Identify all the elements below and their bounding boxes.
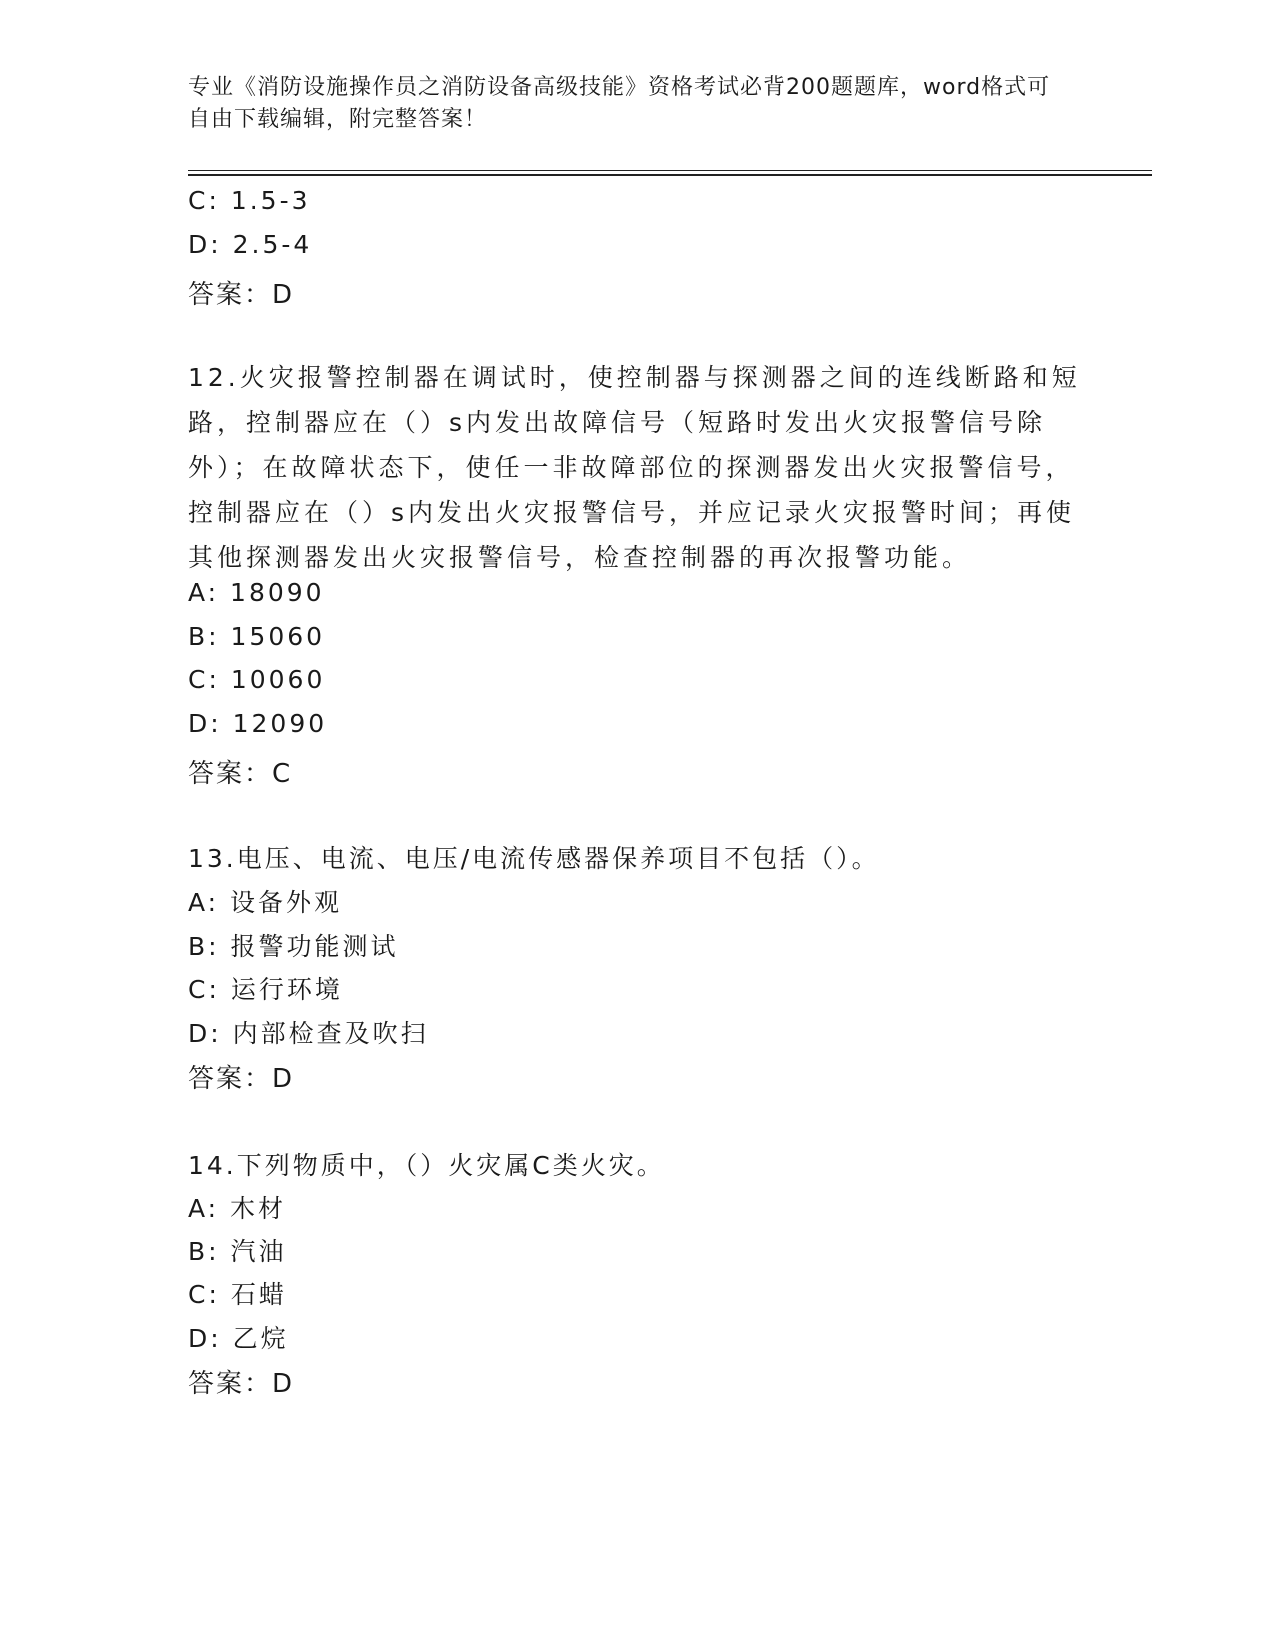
q14-option-d: D: 乙烷	[188, 1324, 289, 1353]
q14-option-a: A: 木材	[188, 1194, 287, 1223]
q12-option-a: A: 18090	[188, 578, 325, 607]
header-divider-thick	[188, 174, 1152, 176]
q13-option-b: B: 报警功能测试	[188, 932, 399, 961]
q11-option-c: C: 1.5-3	[188, 186, 311, 215]
q14-stem: 14.下列物质中，（）火灾属C类火灾。	[188, 1151, 665, 1180]
q11-option-d: D: 2.5-4	[188, 230, 313, 259]
q13-option-a: A: 设备外观	[188, 888, 343, 917]
q14-option-b: B: 汽油	[188, 1237, 287, 1266]
header-divider-thin	[188, 170, 1152, 171]
q13-answer: 答案：D	[188, 1064, 295, 1094]
q12-answer: 答案：C	[188, 759, 293, 789]
q14-option-c: C: 石蜡	[188, 1280, 287, 1309]
q12-stem: 12.火灾报警控制器在调试时，使控制器与探测器之间的连线断路和短路，控制器应在（）s内发出故障信号（短路时发出火灾报警信号除外）；在故障状态下，使任一非故障部位的探测器发出火灾报警信号，控制器应在（）s内发出火灾报警信号，并应记录火灾报警时间；再使其他探测器发出火灾报警信号，检查控制器的再次报警功能。	[188, 363, 1081, 572]
q11-answer: 答案：D	[188, 280, 295, 310]
q12-option-c: C: 10060	[188, 665, 326, 694]
q13-option-c: C: 运行环境	[188, 975, 343, 1004]
q12-option-b: B: 15060	[188, 622, 326, 651]
document-header: 专业《消防设施操作员之消防设备高级技能》资格考试必背200题题库，word格式可自由下载编辑，附完整答案！	[188, 75, 1051, 132]
q13-option-d: D: 内部检查及吹扫	[188, 1019, 429, 1048]
q12-option-d: D: 12090	[188, 709, 328, 738]
q14-answer: 答案：D	[188, 1369, 295, 1399]
q13-stem: 13.电压、电流、电压/电流传感器保养项目不包括（）。	[188, 844, 880, 873]
